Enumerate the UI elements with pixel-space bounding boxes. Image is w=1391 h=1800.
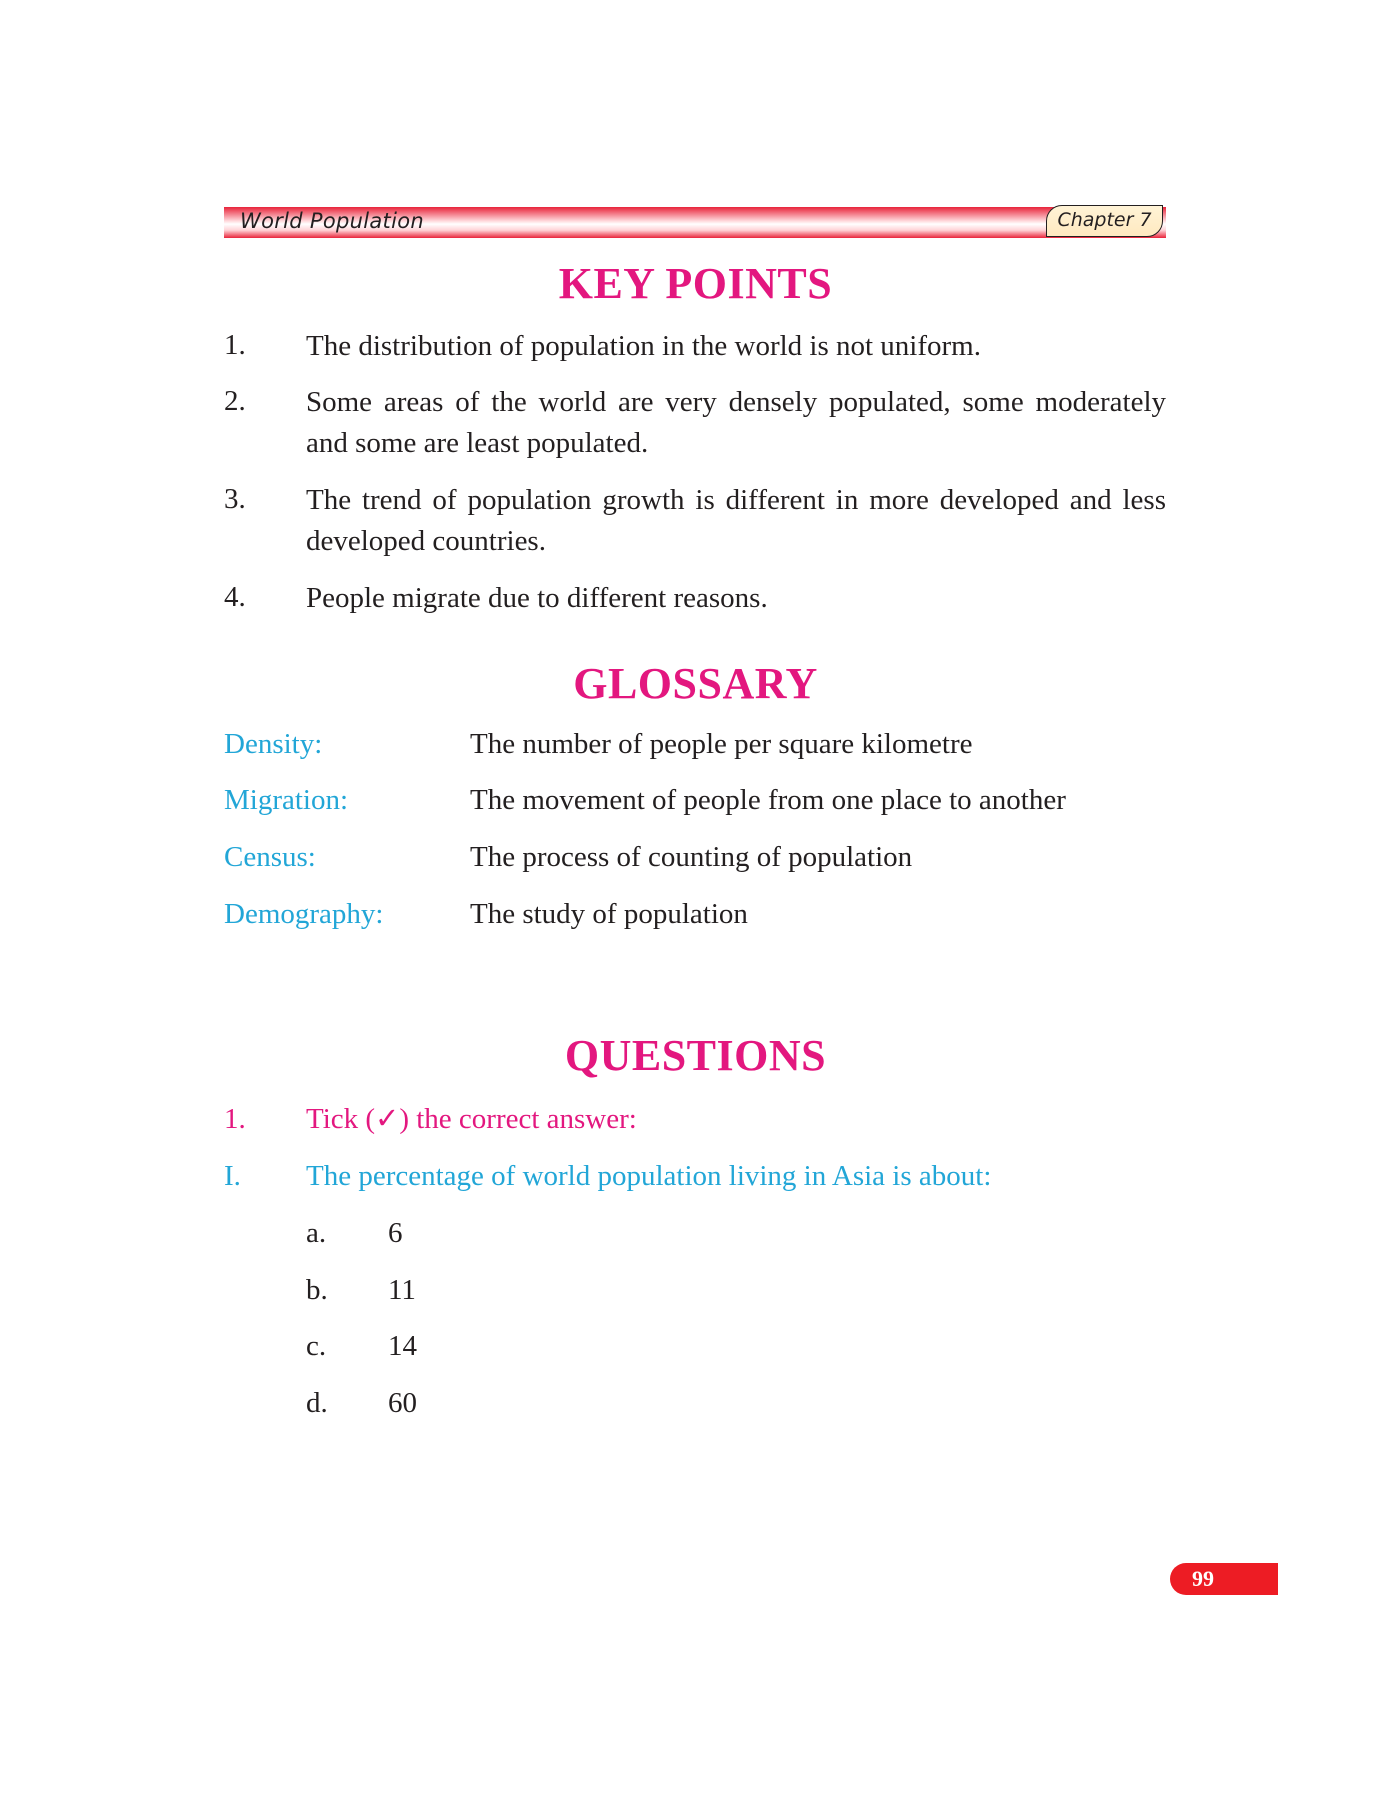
sub-question-text: The percentage of world population living in Asia is about: — [306, 1160, 992, 1192]
key-point-number: 4. — [224, 581, 246, 613]
option-letter: a. — [306, 1217, 327, 1249]
glossary-definition: The movement of people from one place to another — [470, 784, 1066, 816]
option-letter: c. — [306, 1330, 327, 1362]
option-value: 11 — [388, 1274, 416, 1306]
glossary-term: Density: — [224, 728, 323, 760]
sub-question-number: I. — [224, 1160, 241, 1192]
glossary-term: Demography: — [224, 898, 384, 930]
glossary-heading: GLOSSARY — [573, 659, 818, 708]
option-value: 60 — [388, 1387, 417, 1419]
option-letter: d. — [306, 1387, 328, 1419]
page-number-badge: 99 — [1170, 1563, 1278, 1595]
key-point-text: The trend of population growth is different in more developed and less developed countries. — [306, 484, 1166, 557]
option-value: 14 — [388, 1330, 417, 1362]
key-point-number: 3. — [224, 483, 246, 515]
glossary-definition: The number of people per square kilometre — [470, 728, 973, 760]
key-point-text: People migrate due to different reasons. — [306, 582, 768, 614]
questions-heading: QUESTIONS — [564, 1031, 827, 1080]
glossary-term: Migration: — [224, 784, 349, 816]
key-point-text: Some areas of the world are very densely populated, some moderately and some are least populated. — [306, 386, 1166, 459]
option-value: 6 — [388, 1217, 403, 1249]
glossary-definition: The study of population — [470, 898, 748, 930]
glossary-definition: The process of counting of population — [470, 841, 913, 873]
question-number: 1. — [224, 1103, 246, 1135]
glossary-term: Census: — [224, 841, 316, 873]
key-point-number: 1. — [224, 329, 246, 361]
key-point-number: 2. — [224, 385, 246, 417]
key-points-heading: KEY POINTS — [558, 259, 833, 308]
key-point-text: The distribution of population in the world is not uniform. — [306, 330, 981, 362]
option-letter: b. — [306, 1274, 328, 1306]
question-instruction: Tick (✓) the correct answer: — [306, 1103, 637, 1135]
running-header-title: World Population — [240, 209, 424, 233]
chapter-tab: Chapter 7 — [1046, 205, 1163, 237]
